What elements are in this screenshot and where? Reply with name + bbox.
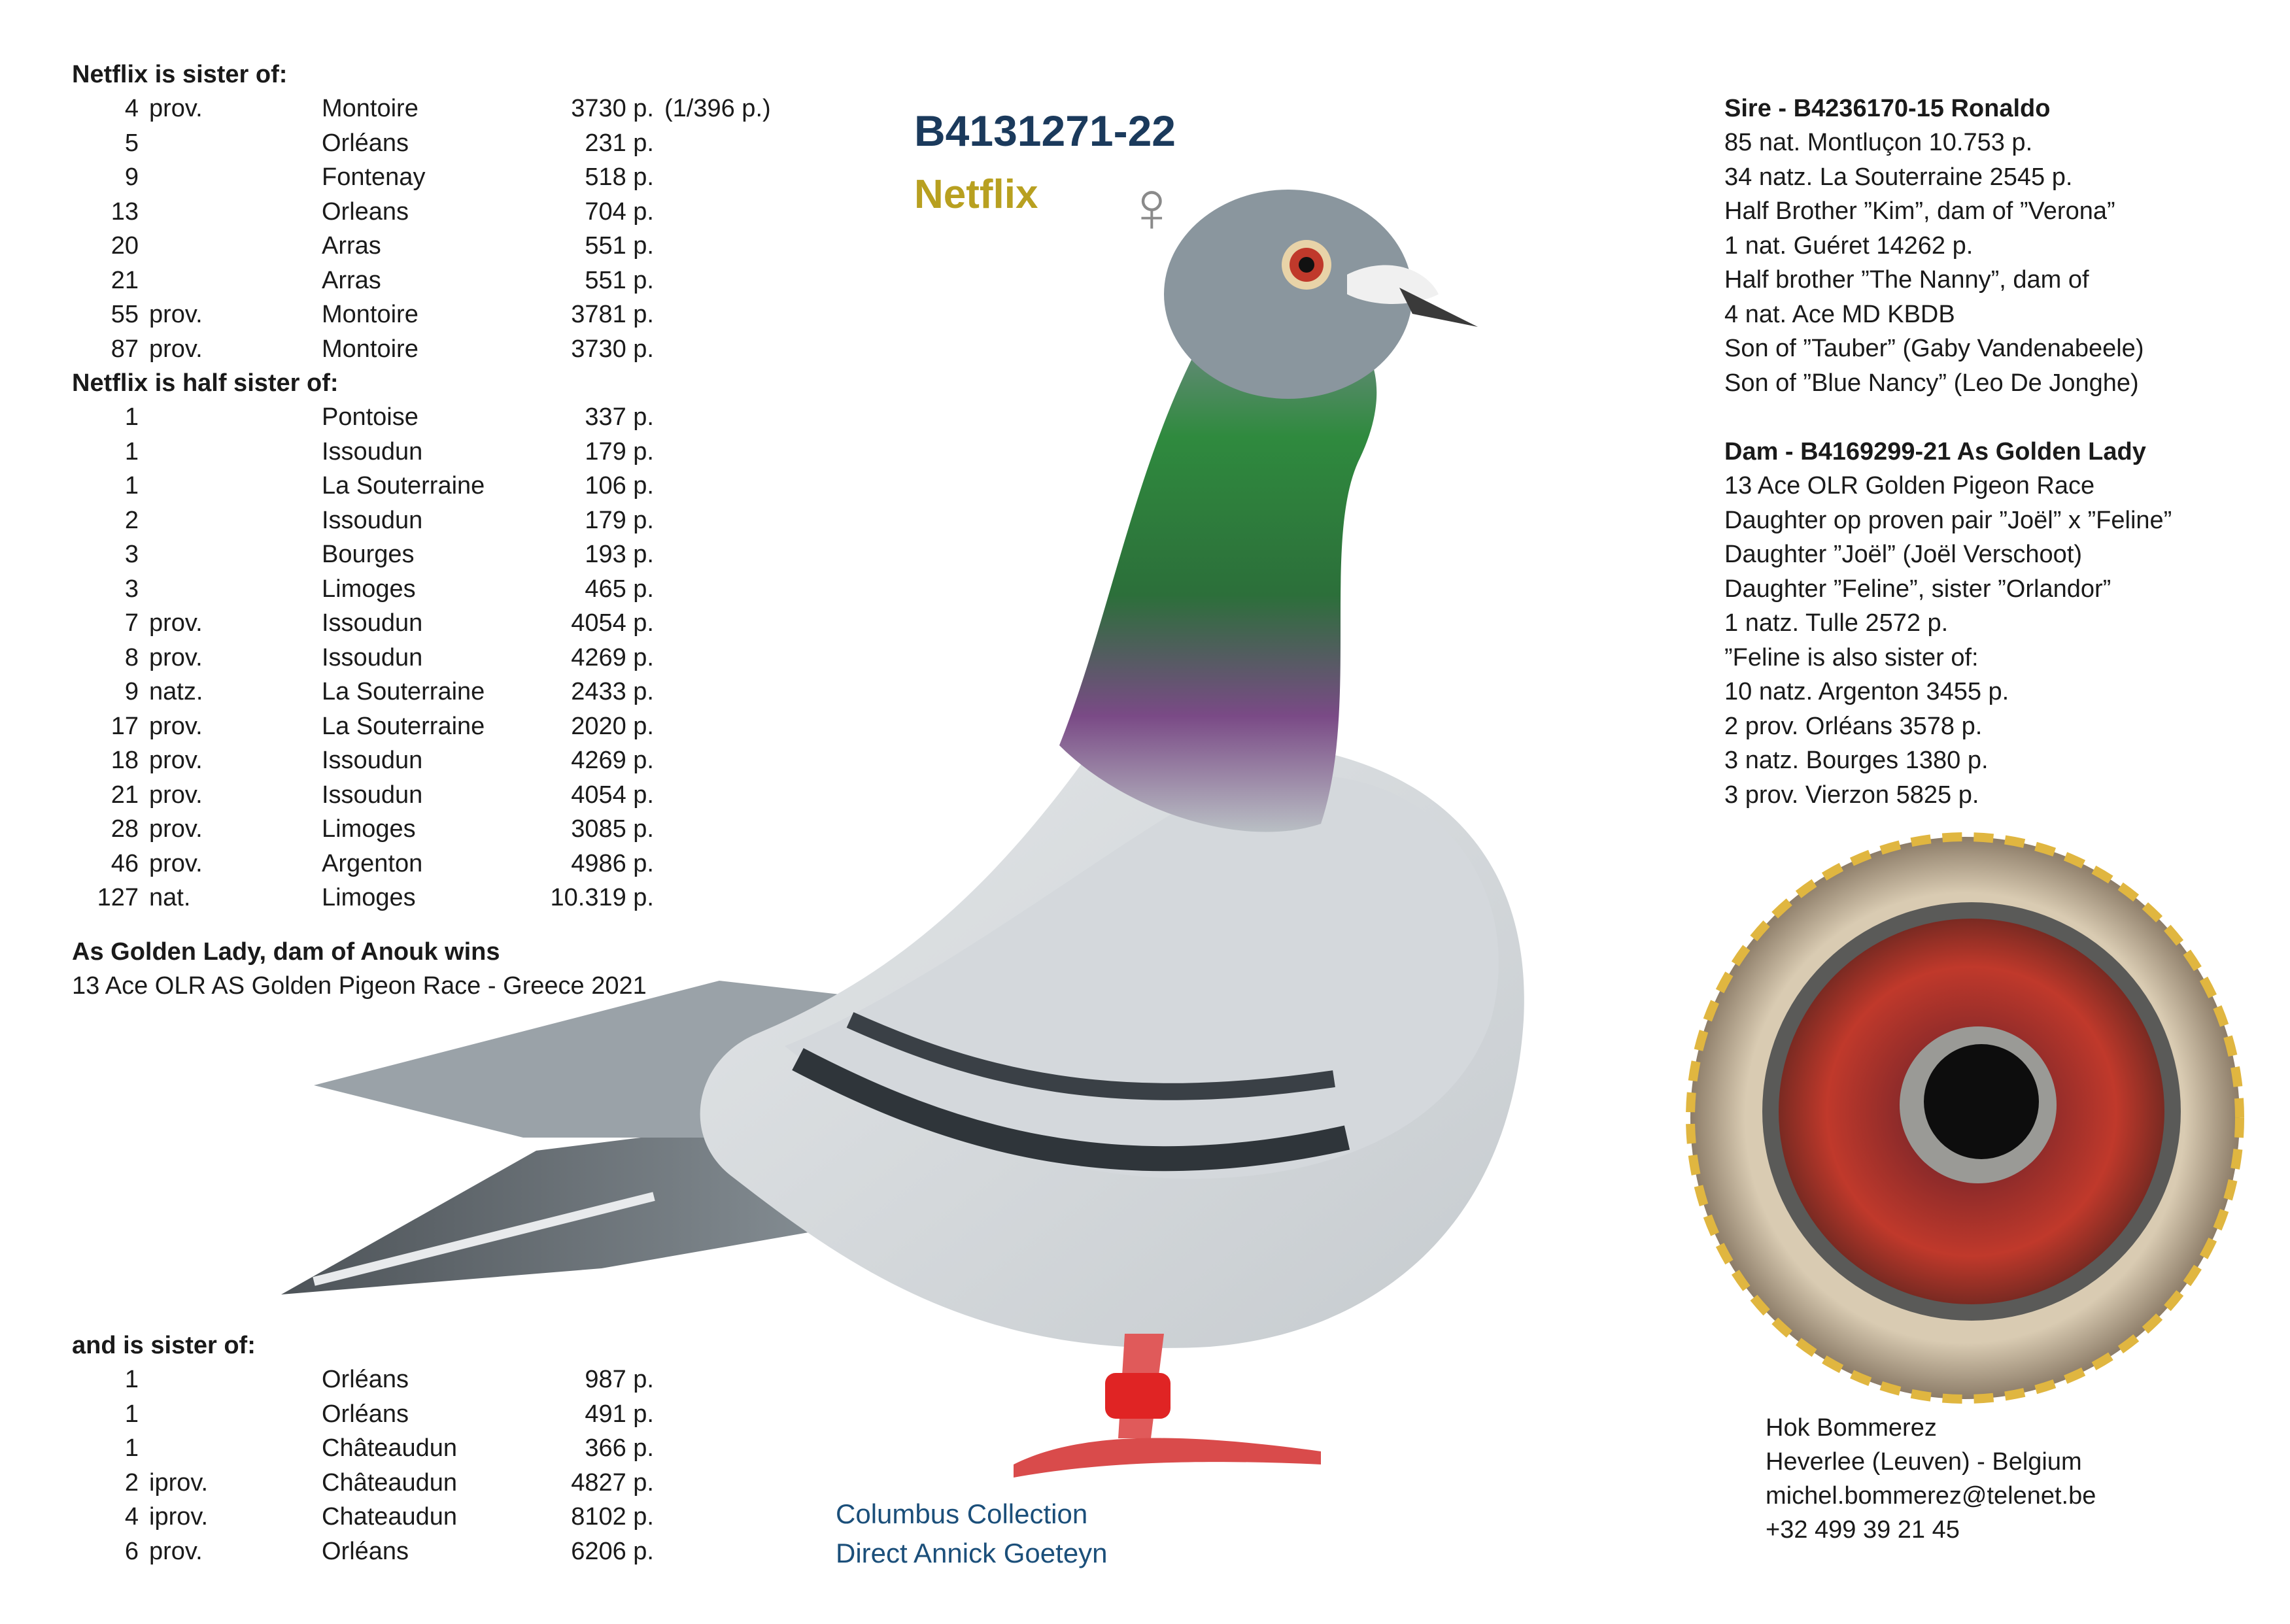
result-pos: 1 [124,1366,139,1393]
female-icon: ♀ [1125,167,1179,247]
result-birds: 179 p. [585,437,654,465]
result-level: nat. [149,884,191,911]
result-birds: 3730 p. [571,335,654,363]
result-birds: 4986 p. [571,849,654,877]
result-birds: 231 p. [585,129,654,157]
detail-line: Daughter ”Joël” (Joël Verschoot) [1724,541,2083,568]
result-pos: 46 [111,849,139,877]
detail-line: 2 prov. Orléans 3578 p. [1724,712,1983,740]
result-pos: 13 [111,197,139,226]
result-place: Limoges [322,815,416,843]
result-birds: 366 p. [585,1434,654,1462]
result-pos: 1 [124,403,139,431]
detail-line: Half brother ”The Nanny”, dam of [1724,266,2089,294]
result-place: Bourges [322,541,415,568]
detail-line: Half Brother ”Kim”, dam of ”Verona” [1724,197,2115,225]
result-level: prov. [149,747,203,774]
result-level: prov. [149,849,203,877]
result-birds: 193 p. [585,541,654,568]
result-pos: 3 [124,575,139,603]
result-birds: 4054 p. [571,609,654,637]
result-pos: 21 [111,266,139,294]
result-pos: 9 [124,678,139,705]
result-place: Issoudun [322,643,423,671]
golden-lady-line: 13 Ace OLR AS Golden Pigeon Race - Greece 2021 [72,972,647,1000]
contact-line: Heverlee (Leuven) - Belgium [1766,1448,2082,1476]
result-birds: 106 p. [585,472,654,499]
result-pos: 4 [124,1503,139,1531]
detail-line: 1 natz. Tulle 2572 p. [1724,609,1949,637]
result-birds: 8102 p. [571,1503,654,1531]
result-pos: 7 [124,609,139,637]
result-pos: 127 [97,884,139,911]
dam-heading: Dam - B4169299-21 As Golden Lady [1724,438,2146,465]
result-pos: 18 [111,747,139,774]
result-place: Châteaudun [322,1434,458,1462]
result-birds: 4827 p. [571,1468,654,1497]
result-pos: 2 [124,506,139,534]
sister-of-heading: Netflix is sister of: [72,61,288,88]
detail-line: 3 prov. Vierzon 5825 p. [1724,781,1979,809]
detail-line: 13 Ace OLR Golden Pigeon Race [1724,472,2095,499]
result-place: Orléans [322,1537,409,1565]
result-birds: 491 p. [585,1400,654,1428]
result-birds: 704 p. [585,197,654,226]
ring-number-title: B4131271-22 [914,107,1176,155]
result-place: Orléans [322,129,409,157]
result-pos: 1 [124,1400,139,1428]
pigeon-name: Netflix [914,172,1038,217]
result-place: Orleans [322,197,409,226]
result-place: Fontenay [322,163,426,191]
result-level: prov. [149,781,203,809]
result-pos: 3 [124,541,139,568]
result-pos: 87 [111,335,139,363]
result-place: Pontoise [322,403,419,431]
detail-line: 34 natz. La Souterraine 2545 p. [1724,163,2073,191]
pigeon-photo [262,118,1667,1517]
result-birds: 3085 p. [571,815,654,843]
detail-line: 3 natz. Bourges 1380 p. [1724,747,1989,774]
result-level: prov. [149,609,203,637]
result-place: Arras [322,266,381,294]
collection-credit [836,1495,1108,1573]
result-birds: 179 p. [585,506,654,534]
result-level: prov. [149,815,203,843]
result-birds: 987 p. [585,1366,654,1393]
result-birds: 465 p. [585,575,654,603]
result-place: La Souterraine [322,472,485,499]
result-pos: 9 [124,163,139,191]
result-birds: 3730 p. [571,95,654,122]
result-place: Montoire [322,301,419,328]
detail-line: 1 nat. Guéret 14262 p. [1724,231,1974,260]
half-sister-of-heading: Netflix is half sister of: [72,369,339,397]
result-birds: 551 p. [585,266,654,294]
result-pos: 28 [111,815,139,843]
result-place: Arras [322,232,381,260]
detail-line: Son of ”Tauber” (Gaby Vandenabeele) [1724,335,2144,362]
eye-closeup-photo [1684,830,2246,1406]
result-place: Limoges [322,884,416,911]
result-place: Issoudun [322,747,423,774]
result-pos: 4 [124,95,139,122]
detail-line: 85 nat. Montluçon 10.753 p. [1724,129,2033,156]
collection-line: Columbus Collection [836,1498,1088,1529]
result-place: La Souterraine [322,678,485,705]
detail-line: Daughter op proven pair ”Joël” x ”Feline” [1724,506,2172,534]
result-level: iprov. [149,1468,209,1497]
result-place: Issoudun [322,506,423,534]
detail-line: ”Feline is also sister of: [1724,643,1979,671]
result-birds: 337 p. [585,403,654,431]
result-pos: 55 [111,301,139,328]
result-pos: 1 [124,437,139,465]
result-birds: 518 p. [585,163,654,191]
result-pos: 6 [124,1537,139,1565]
detail-line: 10 natz. Argenton 3455 p. [1724,678,2009,705]
result-level: prov. [149,1537,203,1565]
golden-lady-heading: As Golden Lady, dam of Anouk wins [72,938,500,966]
result-birds: 3781 p. [571,301,654,328]
result-birds: 551 p. [585,232,654,260]
result-birds: 2020 p. [571,712,654,740]
result-extra: (1/396 p.) [664,95,771,122]
result-place: Montoire [322,335,419,363]
result-level: prov. [149,95,203,122]
result-birds: 2433 p. [571,678,654,705]
result-pos: 21 [111,781,139,809]
result-pos: 5 [124,129,139,157]
result-row [0,1534,817,1568]
result-place: Chateaudun [322,1503,458,1531]
result-place: Issoudun [322,781,423,809]
also-sister-of-heading: and is sister of: [72,1332,256,1359]
result-place: La Souterraine [322,712,485,740]
result-place: Montoire [322,95,419,122]
result-pos: 1 [124,1434,139,1462]
result-pos: 1 [124,472,139,499]
result-place: Argenton [322,849,423,877]
detail-line: 4 nat. Ace MD KBDB [1724,300,1955,328]
result-birds: 6206 p. [571,1537,654,1565]
result-place: Issoudun [322,609,423,637]
contact-info [1766,1411,2096,1547]
result-birds: 10.319 p. [550,884,654,911]
result-level: prov. [149,712,203,740]
result-birds: 4269 p. [571,747,654,774]
detail-line: Daughter ”Feline”, sister ”Orlandor” [1724,575,2111,603]
result-place: Issoudun [322,437,423,465]
result-pos: 20 [111,232,139,260]
result-level: prov. [149,335,203,363]
result-place: Châteaudun [322,1468,458,1497]
detail-line: Son of ”Blue Nancy” (Leo De Jonghe) [1724,369,2139,397]
contact-line: +32 499 39 21 45 [1766,1516,1960,1544]
result-birds: 4269 p. [571,643,654,671]
result-level: natz. [149,678,203,705]
result-level: iprov. [149,1503,209,1531]
sire-heading: Sire - B4236170-15 Ronaldo [1724,95,2051,122]
collection-line: Direct Annick Goeteyn [836,1538,1108,1568]
result-level: prov. [149,301,203,328]
contact-line[interactable]: michel.bommerez@telenet.be [1766,1482,2096,1510]
result-pos: 17 [111,712,139,740]
result-birds: 4054 p. [571,781,654,809]
result-level: prov. [149,643,203,671]
result-pos: 8 [124,643,139,671]
contact-line: Hok Bommerez [1766,1414,1937,1442]
result-place: Orléans [322,1366,409,1393]
result-place: Orléans [322,1400,409,1428]
result-place: Limoges [322,575,416,603]
result-pos: 2 [124,1468,139,1497]
